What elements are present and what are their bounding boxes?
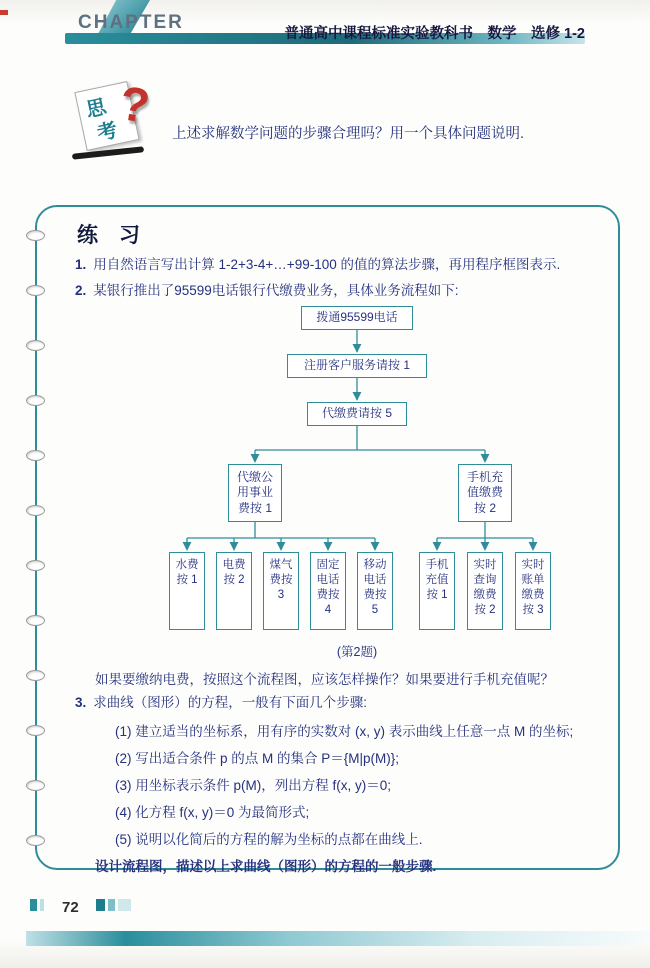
footer-square <box>30 899 37 911</box>
think-section <box>62 77 602 174</box>
page-edge-mark <box>0 10 8 15</box>
item-number: 2. <box>75 282 87 298</box>
flow-node-query-pay: 实时查询缴费按 2 <box>467 552 503 630</box>
punch-hole <box>26 615 45 626</box>
flow-node-electric: 电费按 2 <box>216 552 252 630</box>
item3-step-3: (3) 用坐标表示条件 p(M)，列出方程 f(x, y)＝0; <box>115 777 391 793</box>
item2-question: 如果要缴纳电费，按照这个流程图，应该怎样操作？如果要进行手机充值呢？ <box>95 672 554 688</box>
flow-node-bill-pay: 实时账单缴费按 3 <box>515 552 551 630</box>
flow-node-register: 注册客户服务请按 1 <box>287 354 427 378</box>
exercise-item-1 <box>75 255 602 275</box>
flow-node-recharge: 手机充值按 1 <box>419 552 455 630</box>
item-number: 1. <box>75 257 87 272</box>
punch-hole <box>26 285 45 296</box>
chapter-label: CHAPTER <box>78 12 184 33</box>
flow-node-pay-menu: 代缴费请按 5 <box>307 402 407 426</box>
question-mark-icon: ? <box>116 77 153 134</box>
punch-hole <box>26 230 45 241</box>
punch-hole <box>26 835 45 846</box>
item3-step-2: (2) 写出适合条件 p 的点 M 的集合 P＝{M|p(M)}; <box>115 750 400 766</box>
flow-node-utility: 代缴公用事业费按 1 <box>228 464 282 522</box>
figure-caption: (第2题) <box>336 645 378 660</box>
think-underline-stroke <box>72 146 144 159</box>
item-text: 用自然语言写出计算 1-2+3-4+…+99-100 的值的算法步骤，再用程序框图表示. <box>93 257 561 272</box>
punch-hole <box>26 395 45 406</box>
flow-node-dial: 拨通95599电话 <box>301 306 413 330</box>
item3-step-5: (5) 说明以化简后的方程的解为坐标的点都在曲线上. <box>115 831 423 847</box>
think-text: 上述求解数学问题的步骤合理吗？用一个具体问题说明. <box>172 126 525 142</box>
footer-square <box>118 899 131 911</box>
punch-hole <box>26 505 45 516</box>
footer-square <box>40 899 44 911</box>
item-number: 3. <box>75 695 87 711</box>
flow-node-landline: 固定电话费按 4 <box>310 552 346 630</box>
flowchart <box>87 306 647 666</box>
exercise-panel <box>35 205 620 874</box>
think-char-2: 考 <box>95 119 120 146</box>
punch-hole <box>26 450 45 461</box>
item3-step-4: (4) 化方程 f(x, y)＝0 为最简形式; <box>115 804 310 820</box>
flow-node-mobile: 手机充值缴费按 2 <box>458 464 512 522</box>
exercise-title: 练 习 <box>77 224 140 247</box>
punch-hole <box>26 780 45 791</box>
think-char-1: 思 <box>84 96 109 122</box>
footer-square <box>96 899 105 911</box>
exercise-item-2 <box>75 281 602 301</box>
flow-node-mobilefee: 移动电话费按 5 <box>357 552 393 630</box>
punch-hole <box>26 340 45 351</box>
page-number: 72 <box>62 899 79 916</box>
flow-node-water: 水费按 1 <box>169 552 205 630</box>
punch-hole <box>26 725 45 736</box>
book-title: 普通高中课程标准实验教科书 数学 选修 1-2 <box>284 26 585 42</box>
footer-square <box>108 899 115 911</box>
punch-hole <box>26 560 45 571</box>
flow-node-gas: 煤气费按 3 <box>263 552 299 630</box>
exercise-item-3 <box>75 693 602 713</box>
footer-band <box>26 931 650 946</box>
item3-step-1: (1) 建立适当的坐标系，用有序的实数对 (x, y) 表示曲线上任意一点 M 的坐标; <box>115 723 574 739</box>
item3-outro: 设计流程图，描述以上求曲线（图形）的方程的一般步骤. <box>95 858 437 874</box>
item-text: 求曲线（图形）的方程，一般有下面几个步骤: <box>93 695 368 711</box>
punch-hole <box>26 670 45 681</box>
item-text: 某银行推出了95599电话银行代缴费业务，具体业务流程如下: <box>93 282 459 298</box>
